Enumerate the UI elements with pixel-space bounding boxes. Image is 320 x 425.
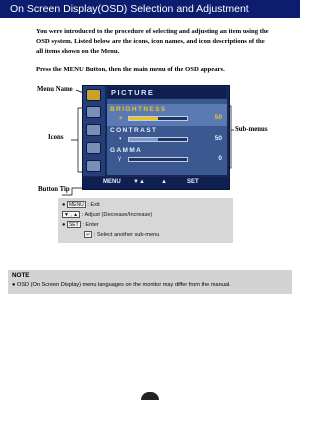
osd-menu-title-bar xyxy=(108,87,226,98)
brightness-slider[interactable] xyxy=(128,116,188,121)
legend-row-select xyxy=(84,231,159,238)
page-title: On Screen Display(OSD) Selection and Adjustment xyxy=(10,3,249,15)
legend-row-adjust xyxy=(62,211,152,218)
osd-footer-menu: MENU xyxy=(103,179,121,185)
osd-menu-title: PICTURE xyxy=(111,88,155,97)
bullet: ● xyxy=(62,221,66,228)
callout-button-tip: Button Tip xyxy=(38,186,70,193)
contrast-label: CONTRAST xyxy=(110,127,158,134)
contrast-icon: ◑ xyxy=(118,136,122,142)
contrast-value: 50 xyxy=(214,135,222,142)
gamma-value: 0 xyxy=(218,155,222,162)
brightness-value: 50 xyxy=(214,114,222,121)
tracking-icon xyxy=(86,142,101,154)
legend-row-exit xyxy=(62,201,100,208)
color-icon xyxy=(86,106,101,118)
contrast-fill xyxy=(129,138,158,141)
gamma-slider[interactable] xyxy=(128,157,188,162)
gamma-icon: γ xyxy=(118,156,121,162)
arrow-keys-icon: ▼ , ▲ xyxy=(64,212,79,218)
callout-menu-name: Menu Name xyxy=(37,86,73,93)
contrast-slider[interactable] xyxy=(128,137,188,142)
legend-text-adjust: : Adjust (Decrease/Increase) xyxy=(81,211,153,218)
brightness-icon: ☀ xyxy=(118,116,124,122)
button-tip-leader xyxy=(62,188,82,195)
legend-row-enter xyxy=(62,221,99,228)
legend-text-select: : Select another sub-menu xyxy=(93,231,160,238)
menu-instruction: Press the MENU Button, then the main menu of the OSD appears. xyxy=(36,66,225,73)
callout-sub-menus: Sub-menus xyxy=(235,126,268,133)
osd-footer-set: SET xyxy=(187,179,199,185)
osd-footer-up: ▲ xyxy=(161,179,167,185)
osd-button-tip-bar xyxy=(83,177,229,189)
note-title: NOTE xyxy=(12,272,30,279)
osd-footer-down-up: ▼▲ xyxy=(133,179,145,185)
menu-key-icon: MENU xyxy=(68,202,84,208)
picture-icon xyxy=(86,89,101,101)
legend-text-enter: : Enter xyxy=(82,221,99,228)
setup-icon xyxy=(86,160,101,172)
set-key-icon: SET xyxy=(68,222,79,228)
callout-icons: Icons xyxy=(48,134,64,141)
brightness-label: BRIGHTNESS xyxy=(110,106,167,113)
note-text: ● OSD (On Screen Display) menu languages on the monitor may differ from the manual. xyxy=(12,282,231,288)
position-icon xyxy=(86,124,101,136)
bullet: ● xyxy=(62,201,66,208)
intro-paragraph: You were introduced to the procedure of selecting and adjusting an item using the OSD system. Listed below are the icons, icon names, and icon descriptions of the all items shown on the Menu. xyxy=(36,28,269,56)
brightness-fill xyxy=(129,117,158,120)
legend-text-exit: : Exit xyxy=(87,201,100,208)
enter-key-icon: ↵ xyxy=(86,232,91,238)
icons-bracket xyxy=(71,108,82,172)
page-number-tab-icon xyxy=(141,392,159,400)
gamma-label: GAMMA xyxy=(110,147,143,154)
